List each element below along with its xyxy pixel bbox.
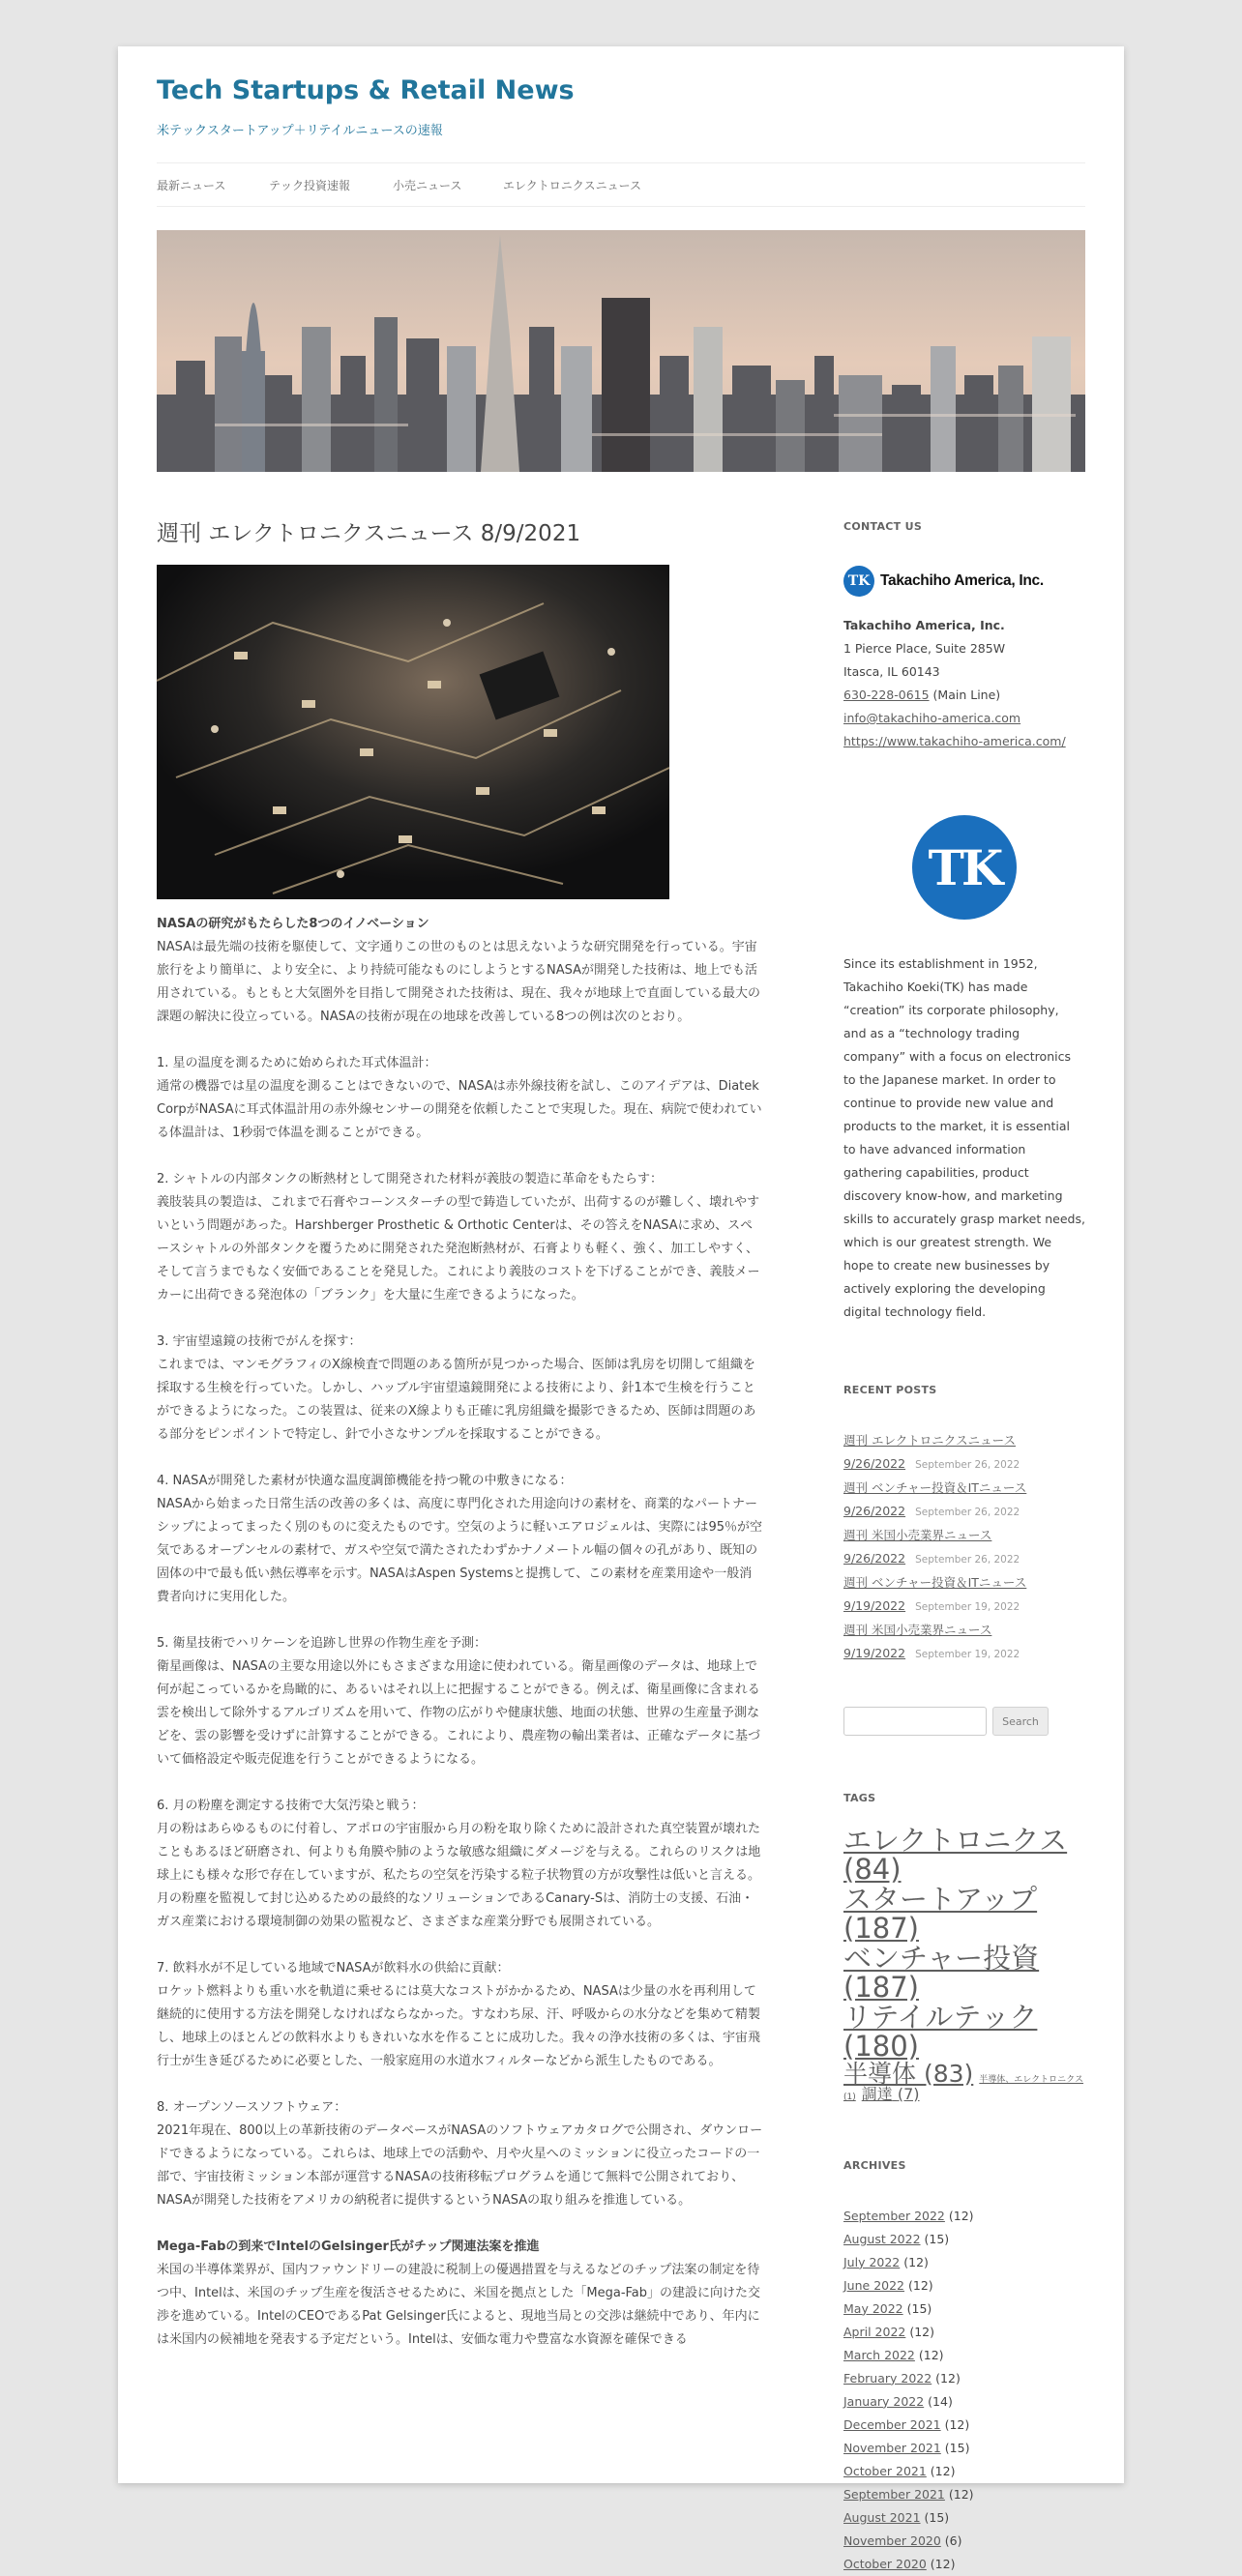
recent-post-item xyxy=(843,1524,1085,1571)
paragraph-heading: 1. 星の温度を測るために始められた耳式体温計： xyxy=(157,1055,437,1070)
archive-count: (12) xyxy=(948,2208,974,2223)
recent-post-date: September 26, 2022 xyxy=(915,1507,1020,1518)
tk-emblem-text: TK xyxy=(928,838,1001,896)
post-paragraph xyxy=(157,1957,764,2073)
archive-link[interactable]: September 2021 xyxy=(843,2486,945,2502)
paragraph-text: 月の粉はあらゆるものに付着し、アポロの宇宙服から月の粉を取り除くために設計された真空装置が壊れたこともあるほど研磨され、何よりも角膜や肺のような敏感な組織にダメージを与える。これらのリスクは地球上にも様々な形で存在していますが、私たちの空気を汚染する粒子状物質の方が攻撃性は低いと言える。月の粉塵を監視して封じ込めるための最終的なソリューションであるCanary-Sは、消防士の支援、石油・ガス産業における環境制御の効果の監視など、さまざまな産業分野でも展開されている。 xyxy=(157,1821,761,1929)
search-button[interactable]: Search xyxy=(992,1707,1049,1736)
recent-post-link[interactable]: 週刊 エレクトロニクスニュース 9/26/2022 xyxy=(843,1433,1016,1471)
recent-post-item xyxy=(843,1571,1085,1619)
archive-link[interactable]: October 2021 xyxy=(843,2463,927,2478)
archive-item xyxy=(843,2298,1085,2321)
recent-post-link[interactable]: 週刊 米国小売業界ニュース 9/26/2022 xyxy=(843,1528,992,1566)
post-paragraph xyxy=(157,1331,764,1447)
paragraph-text: 衛星画像は、NASAの主要な用途以外にもさまざまな用途に使われている。衛星画像のデータは、地球上で何が起こっているかを鳥瞰的に、あるいはそれ以上に把握することができる。例えば、衛星画像に含まれる雲を検出して除外するアルゴリズムを用いて、作物の広がりや健康状態、地面の状態、世界の生産量予測などを、雲の影響を受けずに計算することができる。これにより、農産物の輸出業者は、正確なデータに基づいて価格設定や販売促進を行うことができるようになる。 xyxy=(157,1658,761,1767)
paragraph-text: NASAは最先端の技術を駆使して、文字通りこの世のものとは思えないような研究開発を行っている。宇宙旅行をより簡単に、より安全に、より持続可能なものにしようとするNASAが開発した技術は、地上でも活用されている。もともと大気圏外を目指して開発された技術は、現在、我々が地球上で直面している最大の課題の解決に役立っている。NASAの技術が現在の地球を改善している8つの例は次のとおり。 xyxy=(157,939,761,1024)
paragraph-heading: 7. 飲料水が不足している地域でNASAが飲料水の供給に貢献： xyxy=(157,1960,510,1976)
archive-item xyxy=(843,2437,1085,2460)
tk-emblem xyxy=(912,815,1017,920)
archive-item xyxy=(843,2367,1085,2390)
paragraph-heading: 8. オープンソースソフトウェア： xyxy=(157,2099,347,2115)
archives-title: ARCHIVES xyxy=(843,2158,906,2172)
archive-count: (12) xyxy=(935,2370,961,2386)
contact-website-link[interactable]: https://www.takachiho-america.com/ xyxy=(843,734,1066,748)
recent-post-item xyxy=(843,1429,1085,1477)
contact-phone-link[interactable]: 630-228-0615 xyxy=(843,688,930,702)
archive-item xyxy=(843,2483,1085,2506)
header-banner-image xyxy=(157,230,1085,472)
tag-count: (187) xyxy=(843,1971,919,2005)
recent-posts-title: RECENT POSTS xyxy=(843,1384,937,1396)
tk-logo-mark: TK xyxy=(843,566,874,597)
tag-link[interactable] xyxy=(843,2060,973,2088)
tag-link[interactable] xyxy=(843,1826,1079,1885)
archive-count: (15) xyxy=(924,2509,950,2525)
archive-count: (15) xyxy=(924,2231,950,2246)
recent-post-link[interactable]: 週刊 米国小売業界ニュース 9/19/2022 xyxy=(843,1623,992,1660)
archive-link[interactable]: March 2022 xyxy=(843,2347,915,2362)
archive-count: (15) xyxy=(906,2300,932,2316)
site-description: 米テックスタートアップ＋リテイルニュースの速報 xyxy=(157,124,443,138)
archive-count: (12) xyxy=(908,2277,933,2293)
archive-item xyxy=(843,2205,1085,2228)
tag-label: ベンチャー投資 xyxy=(843,1941,1040,1975)
nav-electronics-news[interactable]: エレクトロニクスニュース xyxy=(503,179,642,192)
paragraph-heading: NASAの研究がもたらした8つのイノベーション xyxy=(157,916,429,931)
post-body xyxy=(157,913,764,2352)
tag-count: (180) xyxy=(843,2030,919,2064)
archive-item xyxy=(843,2251,1085,2274)
archive-count: (12) xyxy=(944,2416,970,2432)
archive-link[interactable]: April 2022 xyxy=(843,2324,906,2339)
post-title: 週刊 エレクトロニクスニュース 8/9/2021 xyxy=(157,521,581,546)
tag-label: スタートアップ xyxy=(843,1882,1038,1916)
recent-post-item xyxy=(843,1477,1085,1524)
archive-count: (12) xyxy=(918,2347,944,2362)
tags-title: TAGS xyxy=(843,1792,876,1804)
contact-phone-row xyxy=(843,684,1085,707)
paragraph-text: これまでは、マンモグラフィのX線検査で問題のある箇所が見つかった場合、医師は乳房を切開して組織を採取する生検を行っていた。しかし、ハッブル宇宙望遠鏡開発による技術により、針1本で生検を行うことができるようになった。この装置は、従来のX線よりも正確に乳房組織を撮影できるため、医師は問題のある部分をピンポイントで特定し、針で小さなサンプルを採取することができる。 xyxy=(157,1357,756,1442)
archive-link[interactable]: January 2022 xyxy=(843,2393,925,2409)
archive-link[interactable]: September 2022 xyxy=(843,2208,945,2223)
archive-item xyxy=(843,2553,1085,2576)
recent-post-link[interactable]: 週刊 ベンチャー投資＆ITニュース 9/26/2022 xyxy=(843,1480,1027,1518)
paragraph-text: 2021年現在、800以上の革新技術のデータベースがNASAのソフトウェアカタログで公開され、ダウンロードできるようになっている。これらは、地球上での活動や、月や火星へのミッションに役立ったコードの一部で、宇宙技術ミッション本部が運営するNASAの技術移転プログラムを通じて無料で公開されており、NASAが開発した技術をアメリカの納税者に提供するというNASAの取り組みを推進している。 xyxy=(157,2122,763,2208)
archive-count: (12) xyxy=(930,2463,956,2478)
tag-label: エレクトロニクス xyxy=(843,1824,1068,1857)
recent-post-link[interactable]: 週刊 ベンチャー投資＆ITニュース 9/19/2022 xyxy=(843,1575,1027,1613)
archive-item xyxy=(843,2228,1085,2251)
paragraph-heading: 2. シャトルの内部タンクの断熱材として開発された材料が義肢の製造に革命をもたらす： xyxy=(157,1171,664,1186)
post-paragraph xyxy=(157,1470,764,1609)
archive-count: (12) xyxy=(930,2556,956,2571)
contact-email-link[interactable]: info@takachiho-america.com xyxy=(843,711,1021,725)
tag-link[interactable] xyxy=(843,1882,1079,1946)
post-paragraph xyxy=(157,1168,764,1307)
tag-count: (83) xyxy=(923,2059,974,2088)
archive-link[interactable]: November 2021 xyxy=(843,2440,941,2455)
archive-item xyxy=(843,2274,1085,2298)
contact-phone-note: (Main Line) xyxy=(932,688,1001,702)
tag-link[interactable] xyxy=(862,2085,920,2103)
search-form xyxy=(843,1707,1085,1736)
recent-post-date: September 26, 2022 xyxy=(915,1554,1020,1566)
archive-count: (12) xyxy=(903,2254,929,2269)
tag-count: (187) xyxy=(843,1912,919,1946)
main-content xyxy=(157,520,764,2375)
archive-item xyxy=(843,2390,1085,2414)
archive-item xyxy=(843,2414,1085,2437)
archive-link[interactable]: May 2022 xyxy=(843,2300,903,2316)
paragraph-heading: 5. 衛星技術でハリケーンを追跡し世界の作物生産を予測： xyxy=(157,1635,488,1651)
contact-about-text: Since its establishment in 1952, Takachiho Koeki(TK) has made “creation” its corporate philosophy, and as a “technology trading company” with a focus on electronics to the Japanese market. In order to continue to provide new value and products to the market, it is essential to have advanced information gathering capabilities, product discovery know-how, and marketing skills to accurately grasp market needs, which is our greatest strength. We hope to create new businesses by actively exploring the developing digital technology field. xyxy=(843,956,1085,1319)
paragraph-text: NASAから始まった日常生活の改善の多くは、高度に専門化された用途向けの素材を、商業的なパートナーシップによってまったく別のものに変えたものです。空気のように軽いエアロジェルは、実際には95％が空気であるオープンセルの素材で、ガスや空気で満たされたわずかナノメートル幅の個々の孔があり、既知の固体の中で最も低い熱伝導率を示す。NASAはAspen Systemsと提携して、この素材を産業用途や一般消費者向けに実用化した。 xyxy=(157,1496,762,1604)
nav-retail-news[interactable]: 小売ニュース xyxy=(393,179,462,192)
tag-label: 半導体 xyxy=(843,2059,917,2088)
search-input[interactable] xyxy=(843,1707,987,1736)
archive-item xyxy=(843,2321,1085,2344)
archive-count: (12) xyxy=(909,2324,935,2339)
recent-posts-list xyxy=(843,1429,1085,1666)
paragraph-heading: 6. 月の粉塵を測定する技術で大気汚染と戦う： xyxy=(157,1798,425,1813)
paragraph-heading: 3. 宇宙望遠鏡の技術でがんを探す： xyxy=(157,1333,362,1349)
paragraph-text: 通常の機器では星の温度を測ることはできないので、NASAは赤外線技術を試し、このアイデアは、Diatek CorpがNASAに耳式体温計用の赤外線センサーの開発を依頼したことで実現した。現在、病院で使われている体温計は、1秒弱で体温を測ることができる。 xyxy=(157,1078,762,1140)
paragraph-text: 義肢装具の製造は、これまで石膏やコーンスターチの型で鋳造していたが、出荷するのが難しく、壊れやすいという問題があった。Harshberger Prosthetic & Orthotic Centerは、その答えをNASAに求め、スペースシャトルの外部タンクを覆うために開発された発泡断熱材が、石膏よりも軽く、強く、加工しやすく、そして言うまでもなく安価であることを発見した。これにより義肢のコストを下げることができ、義肢メーカーに出荷できる発泡体の「ブランク」を大量に生産できるようになった。 xyxy=(157,1194,760,1303)
tag-label: 調達 xyxy=(861,2084,893,2103)
post-paragraph xyxy=(157,1052,764,1145)
archive-link[interactable]: June 2022 xyxy=(843,2277,905,2293)
contact-address-2: Itasca, IL 60143 xyxy=(843,664,940,679)
post-paragraph xyxy=(157,2096,764,2212)
tag-link[interactable] xyxy=(843,1941,1079,2005)
contact-address-1: 1 Pierce Place, Suite 285W xyxy=(843,641,1006,656)
archive-item xyxy=(843,2344,1085,2367)
archive-link[interactable]: August 2022 xyxy=(843,2231,921,2246)
paragraph-heading: Mega-Fabの到来でIntelのGelsinger氏がチップ関連法案を推進 xyxy=(157,2239,540,2254)
archive-item xyxy=(843,2460,1085,2483)
contact-company: Takachiho America, Inc. xyxy=(843,618,1005,632)
contact-widget-title: CONTACT US xyxy=(843,520,923,533)
archive-count: (14) xyxy=(928,2393,953,2409)
recent-post-date: September 19, 2022 xyxy=(915,1649,1020,1660)
post-paragraph xyxy=(157,1795,764,1934)
archive-count: (12) xyxy=(948,2486,974,2502)
archive-count: (6) xyxy=(944,2532,962,2548)
nav-tech-investment[interactable]: テック投資速報 xyxy=(269,179,351,192)
tag-count: (84) xyxy=(843,1853,902,1887)
archive-item xyxy=(843,2506,1085,2530)
recent-post-date: September 19, 2022 xyxy=(915,1601,1020,1613)
paragraph-text: ロケット燃料よりも重い水を軌道に乗せるには莫大なコストがかかるため、NASAは少量の水を再利用して継続的に使用する方法を開発しなければならなかった。すなわち尿、汗、呼吸からの水分などを集めて精製し、地球上のほとんどの飲料水よりもきれいな水を作ることに成功した。我々の浄水技術の多くは、宇宙飛行士が生き延びるために必要とした、一般家庭用の水道水フィルターなどから派生したものである。 xyxy=(157,1983,761,2068)
page-container xyxy=(118,46,1124,2571)
archive-link[interactable]: July 2022 xyxy=(843,2254,901,2269)
archive-link[interactable]: November 2020 xyxy=(843,2532,941,2548)
recent-post-item xyxy=(843,1619,1085,1666)
tag-count: (7) xyxy=(897,2084,920,2103)
paragraph-text: 米国の半導体業界が、国内ファウンドリーの建設に税制上の優遇措置を与えるなどのチップ法案の制定を待つ中、Intelは、米国のチップ生産を復活させるために、米国を拠点とした「Mega-Fab」の建設に向けた交渉を進めている。IntelのCEOであるPat Gelsinger氏によると、現地当局との交渉は継続中であり、年内には米国内の候補地を発表する予定だという。Intelは、安価な電力や豊富な水資源を確保できる xyxy=(157,2262,761,2347)
tag-link[interactable] xyxy=(843,2000,1079,2064)
tag-label: リテイルテック xyxy=(843,2000,1038,2034)
tk-logo-wordmark: Takachiho America, Inc. xyxy=(880,572,1044,589)
post-paragraph xyxy=(157,1632,764,1771)
archive-count: (15) xyxy=(944,2440,970,2455)
archives-list xyxy=(843,2205,1085,2576)
recent-post-date: September 26, 2022 xyxy=(915,1459,1020,1471)
sidebar xyxy=(843,520,1085,2576)
nav-latest-news[interactable]: 最新ニュース xyxy=(157,179,226,192)
featured-image-circuit-board xyxy=(157,565,669,899)
archive-link[interactable]: August 2021 xyxy=(843,2509,921,2525)
archive-item xyxy=(843,2530,1085,2553)
site-title[interactable]: Tech Startups & Retail News xyxy=(157,75,575,105)
post-paragraph xyxy=(157,2236,764,2352)
main-nav xyxy=(157,162,1085,207)
paragraph-heading: 4. NASAが開発した素材が快適な温度調節機能を持つ靴の中敷きになる： xyxy=(157,1473,573,1488)
archive-link[interactable]: December 2021 xyxy=(843,2416,941,2432)
archive-link[interactable]: October 2020 xyxy=(843,2556,927,2571)
tag-cloud xyxy=(843,1826,1085,2103)
takachiho-logo xyxy=(843,566,1085,597)
archive-link[interactable]: February 2022 xyxy=(843,2370,932,2386)
tag-label: 半導体、エレクトロニクス xyxy=(979,2074,1084,2085)
post-paragraph xyxy=(157,913,764,1029)
tag-count: (1) xyxy=(843,2092,856,2102)
